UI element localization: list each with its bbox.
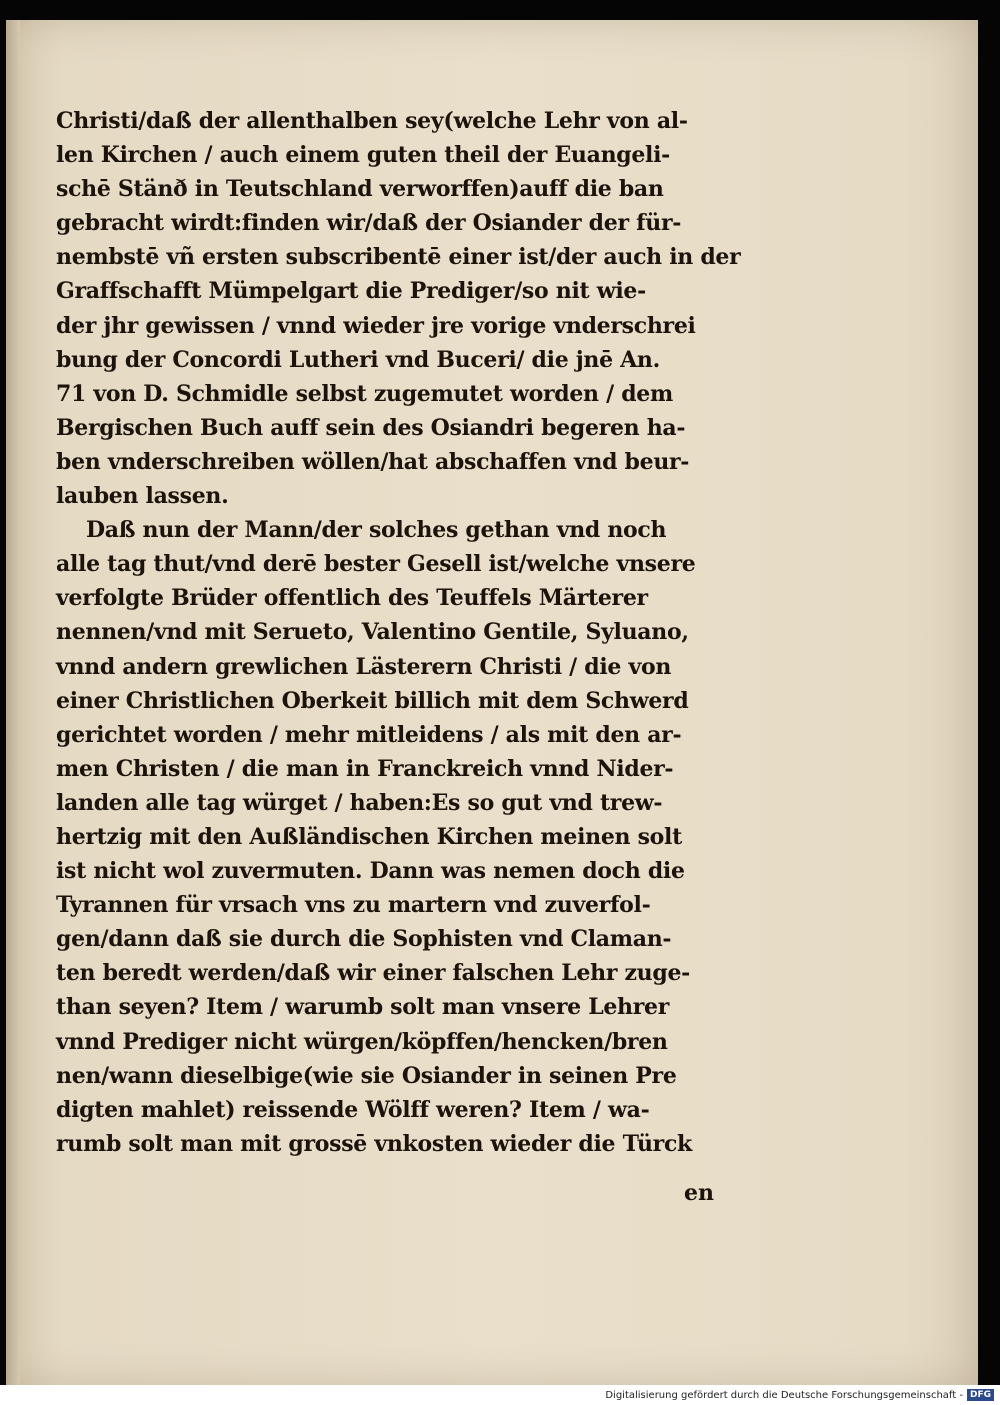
text-line: nembstē vñ ersten subscribentē einer ist/der auch in der [56,244,741,271]
text-line: Bergischen Buch auff sein des Osiandri begeren ha- [56,414,686,441]
page-gutter [6,20,20,1385]
dfg-logo: DFG [967,1389,994,1401]
footer-bar [0,1385,1000,1405]
text-line: gebracht wirdt:finden wir/daß der Osiander der für- [56,210,682,237]
text-line: vnnd andern grewlichen Lästerern Christi / die von [56,653,672,680]
text-line: than seyen? Item / warumb solt man vnsere Lehrer [56,994,670,1021]
text-line: rumb solt man mit grossē vnkosten wieder die Türck [56,1130,692,1157]
text-line: nennen/vnd mit Serueto, Valentino Gentile, Syluano, [56,619,689,646]
text-line: vnnd Prediger nicht würgen/köpffen/hencken/bren [56,1028,668,1055]
text-line: verfolgte Brüder offentlich des Teuffels Märterer [56,585,648,612]
text-line: nen/wann dieselbige(wie sie Osiander in seinen Pre [56,1062,677,1089]
text-line: len Kirchen / auch einem guten theil der Euangeli- [56,142,670,169]
text-line: landen alle tag würget / haben:Es so gut vnd trew- [56,789,663,816]
text-line: alle tag thut/vnd derē bester Gesell ist/welche vnsere [56,551,696,578]
text-line: einer Christlichen Oberkeit billich mit dem Schwerd [56,687,689,714]
text-line: Daß nun der Mann/der solches gethan vnd noch [86,517,667,544]
text-line: men Christen / die man in Franckreich vnnd Nider- [56,755,674,782]
text-line: 71 von D. Schmidle selbst zugemutet worden / dem [56,380,673,407]
text-line: der jhr gewissen / vnnd wieder jre vorige vnderschrei [56,312,696,339]
text-line: digten mahlet) reissende Wölff weren? Item / wa- [56,1096,650,1123]
text-line: ten beredt werden/daß wir einer falschen Lehr zuge- [56,960,690,987]
text-line: bung der Concordi Lutheri vnd Buceri/ die jnē An. [56,346,660,373]
catchword: en [684,1180,714,1206]
footer-credit: Digitalisierung gefördert durch die Deutsche Forschungsgemeinschaft - [605,1389,963,1401]
text-line: lauben lassen. [56,483,229,510]
text-line: ben vnderschreiben wöllen/hat abschaffen vnd beur- [56,448,690,475]
text-line: hertzig mit den Außländischen Kirchen meinen solt [56,823,682,850]
text-line: gerichtet worden / mehr mitleidens / als mit den ar- [56,721,682,748]
text-line: Tyrannen für vrsach vns zu martern vnd zuverfol- [56,892,651,919]
text-line: ist nicht wol zuvermuten. Dann was nemen doch die [56,858,685,885]
text-line: gen/dann daß sie durch die Sophisten vnd Claman- [56,926,672,953]
page-text [56,104,746,1161]
text-line: Graffschafft Mümpelgart die Prediger/so nit wie- [56,278,646,305]
text-line: Christi/daß der allenthalben sey(welche Lehr von al- [56,108,688,134]
text-line: schē Stänð in Teutschland verworffen)auff die ban [56,176,664,203]
